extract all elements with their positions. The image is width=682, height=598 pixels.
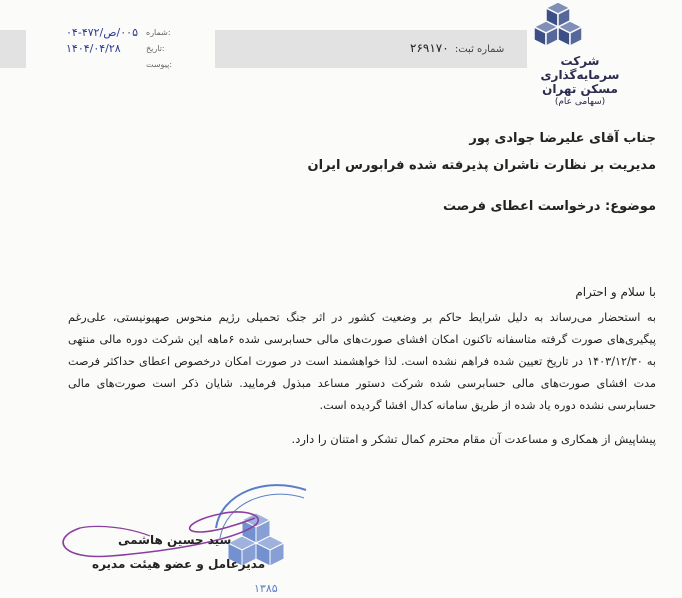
seal-year: ۱۳۸۵ — [254, 582, 278, 595]
letter-meta — [56, 26, 176, 74]
meta-date-label: تاریخ: — [146, 44, 165, 53]
addressee: جناب آقای علیرضا جوادی پور — [469, 131, 656, 146]
addressee-position: مدیریت بر نظارت ناشران پذیرفته شده فرابورس ایران — [307, 158, 656, 173]
signatory-title: مدیرعامل و عضو هیئت مدیره — [92, 557, 266, 571]
closing-line: پیشاپیش از همکاری و مساعدت آن مقام محترم کمال تشکر و امتنان را دارد. — [291, 432, 656, 446]
meta-date-value: ۱۴۰۴/۰۴/۲۸ — [66, 42, 121, 55]
meta-number-value: ۰۰۵/ص/۴۷۲-۰۴ — [66, 26, 138, 39]
company-name-line1: شرکت — [560, 54, 600, 68]
letter-subject: موضوع: درخواست اعطای فرصت — [443, 199, 656, 214]
company-name — [540, 54, 620, 109]
meta-number-label: شماره: — [146, 28, 171, 37]
company-name-line2: سرمایه‌گذاری — [540, 68, 620, 82]
signatory-name: سید حسین هاشمی — [118, 533, 232, 547]
company-type: (سهامی عام) — [554, 97, 606, 107]
meta-attachment-label: پیوست: — [146, 60, 173, 69]
registration-label: شماره ثبت: — [454, 44, 505, 55]
greeting: با سلام و احترام — [575, 285, 656, 299]
registration-value: ۲۶۹۱۷۰ — [410, 41, 449, 55]
meta-date — [56, 42, 176, 58]
header-band-left — [0, 30, 26, 68]
meta-number — [56, 26, 176, 42]
meta-attachment — [56, 58, 176, 74]
company-name-line3: مسکن تهران — [542, 82, 618, 96]
registration-number — [410, 41, 504, 55]
letter-body: به استحضار می‌رساند به دلیل شرایط حاکم بر وضعیت کشور در اثر جنگ تحمیلی رژیم منحوس صهیونیستی، علی‌رغم پیگیری‌های صورت گرفته متاسفانه تاکنون امکان افشای صورت‌های مالی حسابرسی شده ۶ماهه این شرکت دوره مالی منتهی به ۱۴۰۳/۱۲/۳۰ در تاریخ تعیین شده فراهم نشده است. لذا خواهشمند است در صورت امکان درخصوص اعطای حداکثر فرصت مدت افشای صورت‌های مالی حسابرسی شده شرکت دستور مساعد مبذول فرمایید. شایان ذکر است صورت‌های مالی حسابرسی نشده دوره یاد شده از طریق سامانه کدال افشا گردیده است. — [68, 311, 657, 412]
